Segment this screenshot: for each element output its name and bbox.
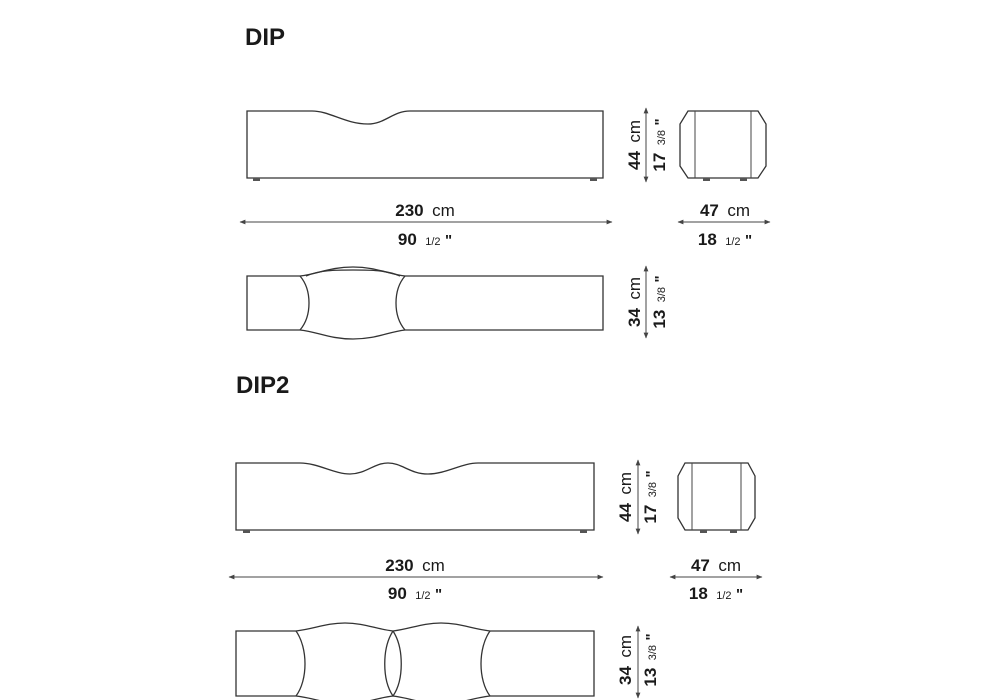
dip2-height-cm-label [616, 472, 635, 522]
dip-top-depth-in-mark: " [652, 275, 669, 283]
dip2-length-in-frac: 1/2 [415, 590, 431, 602]
dip-depth-in-mark: " [745, 232, 753, 249]
dip-height-dimension [625, 108, 669, 182]
dip-length-cm-label [395, 201, 455, 220]
dip2-height-in-whole: 17 [641, 504, 660, 524]
dip-top-depth-in-frac: 3/8 [656, 286, 668, 303]
dip-top-depth-cm-label [625, 277, 644, 327]
dip-height-cm-unit: cm [625, 119, 644, 143]
dip-height-in-mark: " [652, 118, 669, 126]
dip2-top-depth-in-mark: " [643, 633, 660, 641]
dip-height-in-frac: 3/8 [656, 129, 668, 146]
dip2-depth-in-mark: " [736, 586, 744, 603]
dip-length-cm-unit: cm [432, 201, 455, 220]
dip2-section [229, 372, 762, 700]
dip2-height-dimension [616, 460, 660, 534]
dip2-length-cm-label [385, 556, 445, 575]
dip2-depth-cm-label [691, 556, 741, 575]
dip2-length-cm: 230 [385, 556, 414, 575]
dip2-depth-in-whole: 18 [688, 584, 708, 603]
dip2-top-depth-in-frac: 3/8 [647, 644, 659, 661]
dip-top-depth-in-whole: 13 [650, 309, 669, 329]
dip2-depth-cm-unit: cm [718, 556, 742, 575]
dip2-depth-cm: 47 [690, 556, 710, 575]
dip-depth-in-frac: 1/2 [725, 236, 741, 248]
dip-front-view [247, 111, 603, 181]
dip2-length-dimension [229, 556, 603, 603]
dip-depth-cm-unit: cm [727, 201, 751, 220]
dip-length-dimension [240, 201, 612, 249]
dip-length-in-mark: " [445, 232, 453, 249]
dip-section [240, 24, 770, 339]
dip2-height-cm: 44 [616, 503, 635, 523]
dip-length-cm: 230 [395, 201, 424, 220]
dip2-top-depth-dimension [616, 626, 660, 698]
dip2-title: DIP2 [236, 372, 290, 399]
dip2-length-in-label [388, 584, 442, 603]
dip2-top-depth-in-label [641, 633, 660, 686]
dip2-top-depth-cm-unit: cm [616, 634, 635, 658]
dip-depth-cm-label [700, 201, 750, 220]
dip-top-view [247, 267, 603, 339]
dip-side-view [680, 111, 766, 181]
dip-height-in-whole: 17 [650, 152, 669, 172]
dip-depth-in-label [698, 230, 752, 249]
dip2-length-cm-unit: cm [422, 556, 445, 575]
dip-length-in-label [398, 230, 452, 249]
dip2-top-depth-cm-label [616, 635, 635, 685]
dip-depth-in-whole: 18 [697, 230, 717, 249]
dip2-front-view [236, 463, 594, 533]
dip-depth-cm: 47 [699, 201, 719, 220]
dip2-height-in-mark: " [643, 470, 660, 478]
dip2-top-view [236, 623, 594, 700]
dip2-length-in-mark: " [435, 586, 443, 603]
dip2-height-in-label [641, 470, 660, 523]
dip-height-in-label [650, 118, 669, 171]
dip2-depth-dimension [670, 556, 762, 603]
dip2-top-depth-in-whole: 13 [641, 667, 660, 687]
dip2-height-in-frac: 3/8 [647, 481, 659, 498]
dip2-depth-in-label [689, 584, 743, 603]
dip-top-depth-in-label [650, 275, 669, 328]
dip-length-in-frac: 1/2 [425, 236, 441, 248]
dip-depth-dimension [678, 201, 770, 249]
dip-top-depth-dimension [625, 266, 669, 338]
dip2-side-view [678, 463, 755, 533]
dip-top-depth-cm-unit: cm [625, 276, 644, 300]
dip-height-cm-label [625, 120, 644, 170]
dip-length-in-whole: 90 [397, 230, 417, 249]
dip-height-cm: 44 [625, 151, 644, 171]
dip2-depth-in-frac: 1/2 [716, 590, 732, 602]
dip2-top-depth-cm: 34 [616, 666, 635, 686]
dip2-length-in-whole: 90 [387, 584, 407, 603]
dip2-height-cm-unit: cm [616, 471, 635, 495]
dip-title: DIP [245, 24, 286, 51]
dip-top-depth-cm: 34 [625, 308, 644, 328]
